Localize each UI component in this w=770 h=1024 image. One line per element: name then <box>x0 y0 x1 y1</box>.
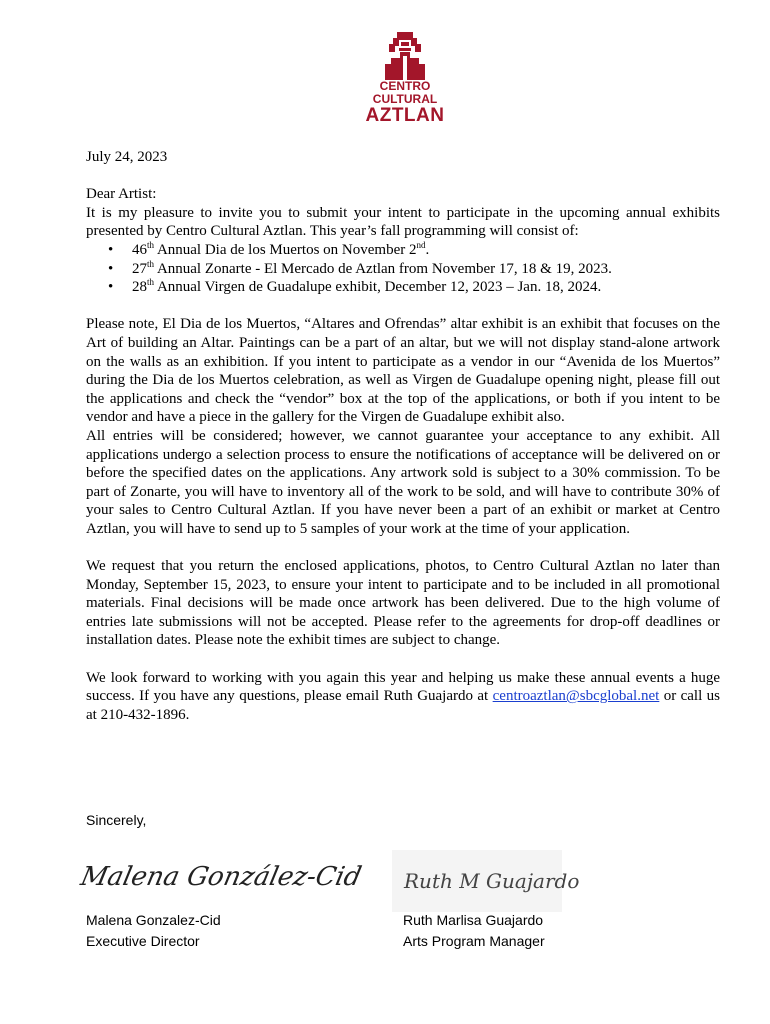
email-link[interactable]: centroaztlan@sbcglobal.net <box>492 688 660 705</box>
signer-title: Executive Director <box>86 933 200 949</box>
pyramid-emblem-icon <box>364 28 446 80</box>
signer-name: Malena Gonzalez-Cid <box>86 912 221 928</box>
svg-text:Malena González-Cid: Malena González-Cid <box>78 862 364 892</box>
letter-body <box>86 148 720 724</box>
sincerely: Sincerely, <box>86 812 147 828</box>
centro-cultural-aztlan-logo <box>360 28 450 128</box>
signer-title: Arts Program Manager <box>403 933 545 949</box>
signer-name: Ruth Marlisa Guajardo <box>403 912 544 928</box>
logo-line-centro: CENTRO <box>379 79 431 93</box>
exhibits-list <box>86 241 720 297</box>
logo-line-aztlan: AZTLAN <box>365 105 445 126</box>
entries-paragraph: All entries will be considered; however, we cannot guarantee your acceptance to any exhibit. All applications undergo a selection process to ensure the notifications of acceptance will be delivered on or before the specified dates on the applications. Any artwork sold is subject to a 30% commission. To be part of Zonarte, you will have to inventory all of the work to be sold, and will have to contribute 30% of your sales to Centro Cultural Aztlan. If you have never been a part of an exhibit or market at Centro Aztlan, you will have to send up to 5 samples of your work at the time of your application. <box>86 427 720 537</box>
svg-text:Ruth M Guajardo: Ruth M Guajardo <box>404 869 580 893</box>
request-paragraph: We request that you return the enclosed applications, photos, to Centro Cultural Aztlan no later than Monday, September 15, 2023, to ensure your intent to participate and to be included in all promotional materials. Final decisions will be made once artwork has been delivered. Due to the high volume of entries late submissions will not be accepted. Please refer to the agreements for drop-off deadlines or installation dates. Please note the exhibit times are subject to change. <box>86 558 720 649</box>
altar-paragraph: Please note, El Dia de los Muertos, “Altares and Ofrendas” altar exhibit is an exhibit that focuses on the Art of building an Altar. Paintings can be a part of an altar, but we will not display stand-alone artwork on the walls as an exhibition. If you intent to participate as a vendor in our “Avenida de los Muertos” during the Dia de los Muertos celebration, as well as Virgen de Guadalupe opening night, please fill out the applications and check the “vendor” box at the top of the applications, or both if you intent to be vendor and have a piece in the gallery for the Virgen de Guadalupe exhibit also. <box>86 316 720 426</box>
exhibit-item: • 46th Annual Dia de los Muertos on November 2nd. <box>132 241 720 260</box>
signature-malena <box>78 845 364 905</box>
salutation: Dear Artist: <box>86 186 157 203</box>
exhibit-item: • 27th Annual Zonarte - El Mercado de Aztlan from November 17, 18 & 19, 2023. <box>132 260 720 279</box>
logo-line-cultural: CULTURAL <box>372 92 438 106</box>
intro-paragraph: It is my pleasure to invite you to submit your intent to participate in the upcoming annual exhibits presented by Centro Cultural Aztlan. This year’s fall programming will consist of: <box>86 204 720 240</box>
signature-ruth <box>392 850 580 912</box>
signer-block-2 <box>403 910 545 952</box>
exhibit-item: • 28th Annual Virgen de Guadalupe exhibit, December 12, 2023 – Jan. 18, 2024. <box>132 278 720 297</box>
closing-paragraph: We look forward to working with you again this year and helping us make these annual events a huge success. If you have any questions, please email Ruth Guajardo at centroaztlan@sbcglobal.net or call us at 210-432-1896. <box>86 669 720 723</box>
signer-block-1 <box>86 910 221 952</box>
letter-date: July 24, 2023 <box>86 149 168 165</box>
